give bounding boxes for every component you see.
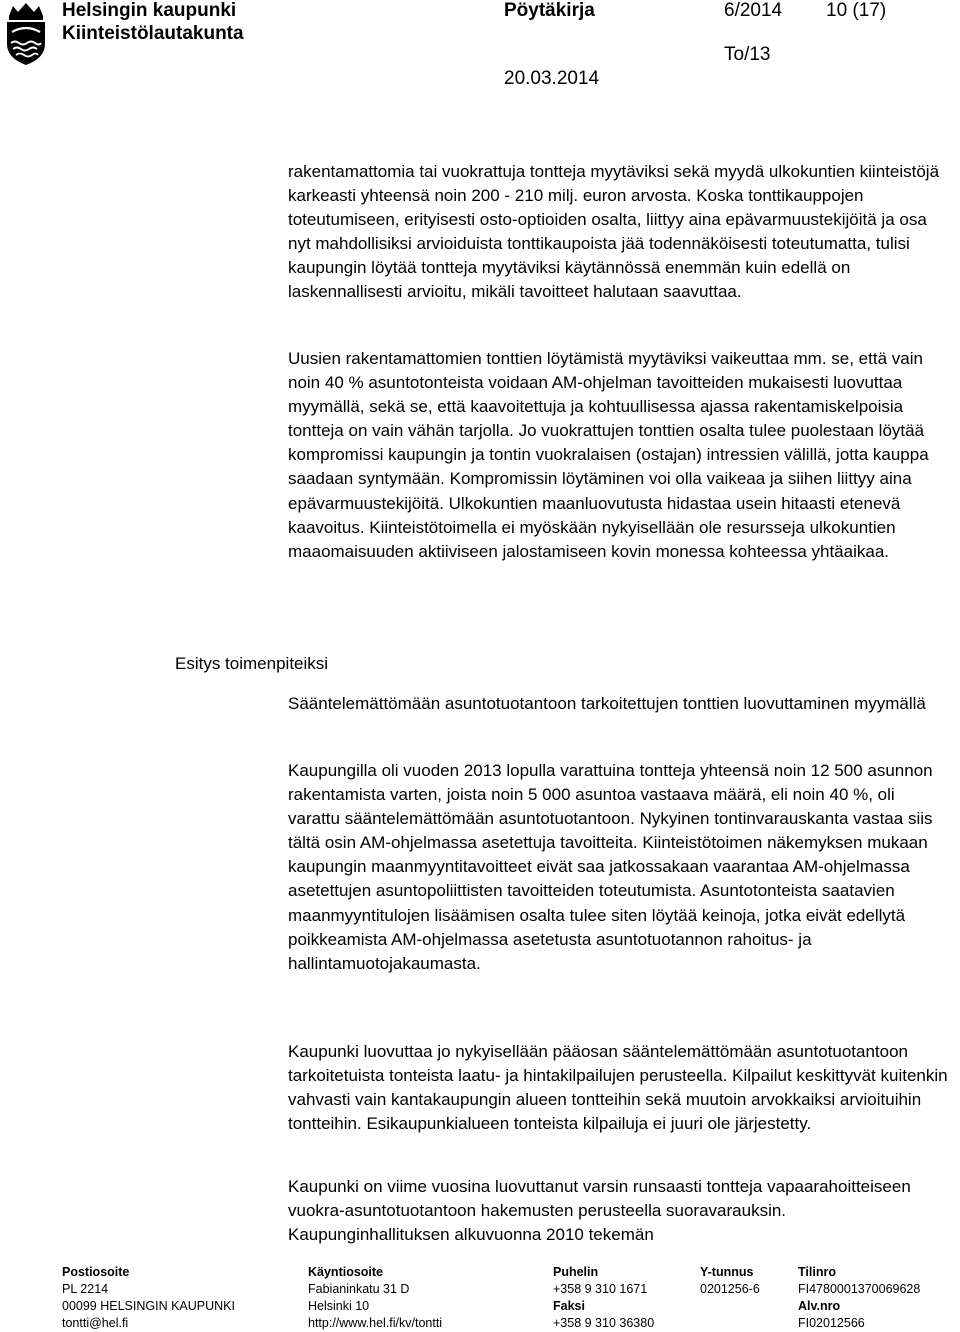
footer-bank [798,1264,920,1332]
footer-label: Tilinro [798,1265,836,1279]
footer-value: Fabianinkatu 31 D [308,1282,410,1296]
paragraph-2: Uusien rakentamattomien tonttien löytämistä myytäviksi vaikeuttaa mm. se, että vain noin 40 % asuntotonteista voidaan AM-ohjelman tavoitteiden mukaisesti luovuttaa myymällä, sekä se, että kaavoitettuja ja kohtuullisessa ajassa rakentamiskelpoisia tontteja on vain vähän tarjolla. Jo vuokrattujen tonttien osalta tulee puolestaan löytää kompromissi kaupungin ja tontin vuokralaisen (ostajan) intressien välillä, jotta kauppa saadaan syntymään. Kompromissin löytäminen voi olla vaikeaa ja siihen liittyy aina epävarmuustekijöitä. Ulkokuntien maanluovutusta hidastaa usein hitaasti etenevä kaavoitus. Kiinteistötoimella ei myöskään nykyisellään ole resursseja ulkokuntien maaomaisuuden aktiiviseen jalostamiseen kovin monessa kohteessa yhtäaikaa. [288,349,929,561]
section-subheading: Sääntelemättömään asuntotuotantoon tarkoitettujen tonttien luovuttaminen myymällä [288,694,926,713]
board-name: Kiinteistölautakunta [62,23,244,44]
helsinki-coat-of-arms-icon [3,2,49,66]
footer-label: Faksi [553,1299,585,1313]
footer-value: 00099 HELSINGIN KAUPUNKI [62,1299,235,1313]
page-number: 10 (17) [826,0,887,21]
footer-label: Postiosoite [62,1265,130,1279]
meeting-date: 20.03.2014 [504,68,600,89]
footer-email: tontti@hel.fi [62,1316,129,1330]
footer-label: Y-tunnus [700,1265,754,1279]
footer-business-id [700,1264,760,1298]
paragraph-3: Kaupungilla oli vuoden 2013 lopulla varattuina tontteja yhteensä noin 12 500 asunnon rakentamista varten, joista noin 5 000 asuntoa vastaava määrä, eli noin 40 %, oli varattu sääntelemättömään asuntotuotantoon. Nykyinen tontinvarauskanta vastaa siis tältä osin AM-ohjelmassa asetettuja tavoitteita. Kiinteistötoimen näkemyksen mukaan kaupungin maanmyyntitavoitteet eivät saa jatkossakaan vaarantaa AM-ohjelmassa asetettujen asuntopoliittisten tavoitteiden toteutumista. Asuntotonteista saatavien maanmyyntitulojen lisäämisen osalta tulee siten löytää keinoja, jotka eivät edellytä poikkeamista AM-ohjelmassa asetetusta asuntotuotannon rahoitus- ja hallintamuotojakaumasta. [288,761,933,973]
footer-value: +358 9 310 1671 [553,1282,648,1296]
body-text [288,160,948,305]
paragraph-5: Kaupunki on viime vuosina luovuttanut varsin runsaasti tontteja vapaarahoitteiseen vuokra-asuntotuotantoon hakemusten perusteella suoravarauksin. Kaupunginhallituksen alkuvuonna 2010 tekemän [288,1177,911,1245]
footer-visiting [308,1264,442,1332]
document-type: Pöytäkirja [504,0,595,21]
footer-url: http://www.hel.fi/kv/tontti [308,1316,443,1330]
body-block-2 [288,347,948,564]
footer-phone [553,1264,654,1332]
paragraph-1: rakentamattomia tai vuokrattuja tontteja myytäviksi sekä myydä ulkokuntien kiinteistöjä karkeasti yhteensä noin 200 - 210 milj. euron arvosta. Koska tonttikauppojen toteutumiseen, erityisesti osto-optioiden osalta, liittyy aina epävarmuustekijöitä ja osa nyt mahdollisiksi arvioiduista tonttikaupoista jää todennäköisesti toteutumatta, tulisi kaupungin löytää tontteja myytäviksi käytännössä enemmän kuin edellä on laskennallisesti arvioitu, mikäli tavoitteet halutaan saavuttaa. [288,162,940,302]
footer-value: PL 2214 [62,1282,109,1296]
body-block-5 [288,1040,948,1136]
body-block-3 [288,692,948,716]
footer-value: 0201256-6 [700,1282,760,1296]
footer-value: FI4780001370069628 [798,1282,921,1296]
footer-label: Puhelin [553,1265,599,1279]
side-heading: Esitys toimenpiteiksi [175,654,329,673]
section-code: To/13 [724,44,771,65]
footer-value: Helsinki 10 [308,1299,370,1313]
footer-label: Alv.nro [798,1299,841,1313]
footer-value: FI02012566 [798,1316,865,1330]
footer-value: +358 9 310 36380 [553,1316,655,1330]
document-number: 6/2014 [724,0,783,21]
body-block-4 [288,759,948,976]
paragraph-4: Kaupunki luovuttaa jo nykyisellään pääosan sääntelemättömään asuntotuotantoon tarkoitetuista tonteista laatu- ja hintakilpailujen perusteella. Kilpailut keskittyvät kuitenkin vahvasti vain kantakaupungin alueen tontteihin sekä muutoin arvokkaiksi arvioituihin tontteihin. Esikaupunkialueen tonteista kilpailuja ei juuri ole järjestetty. [288,1042,948,1134]
footer-label: Käyntiosoite [308,1265,384,1279]
footer-postal [62,1264,235,1332]
body-block-6 [288,1175,948,1247]
city-name: Helsingin kaupunki [62,0,237,21]
